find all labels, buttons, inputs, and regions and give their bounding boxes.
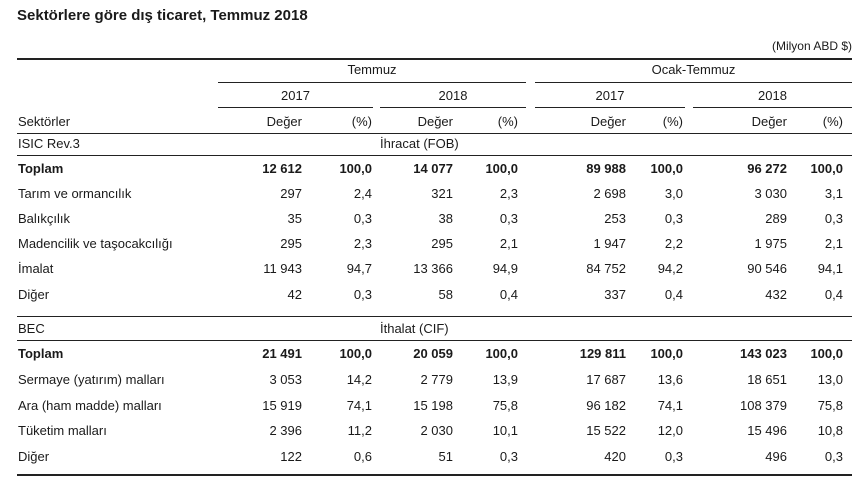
table-cell: 2 396 xyxy=(269,423,302,438)
table-cell: 12 612 xyxy=(262,161,302,176)
year-header: 2017 xyxy=(281,88,310,103)
group-header: Ocak-Temmuz xyxy=(651,62,736,77)
table-cell: 3,1 xyxy=(824,186,843,201)
table-cell: 122 xyxy=(280,449,302,464)
column-header: (%) xyxy=(662,114,683,129)
table-cell: 51 xyxy=(438,449,453,464)
table-cell: 129 811 xyxy=(579,346,626,361)
table-cell: 96 182 xyxy=(586,398,626,413)
table-cell: 0,3 xyxy=(824,211,843,226)
table-cell: 100,0 xyxy=(485,346,518,361)
table-cell: 11 943 xyxy=(263,261,302,276)
section1-rule xyxy=(17,155,852,156)
year-header: 2018 xyxy=(438,88,468,103)
table-cell: 0,4 xyxy=(824,287,843,302)
table-cell: 75,8 xyxy=(492,398,518,413)
table-cell: 3 030 xyxy=(754,186,787,201)
table-cell: 2,1 xyxy=(499,236,518,251)
top-rule xyxy=(17,58,852,60)
table-cell: 15 919 xyxy=(262,398,302,413)
table-cell: 2 030 xyxy=(420,423,453,438)
table-cell: 0,3 xyxy=(499,211,518,226)
table-cell: 321 xyxy=(431,186,453,201)
table-cell: 13,6 xyxy=(657,372,683,387)
row-label: Madencilik ve taşocakcılığı xyxy=(18,236,173,251)
table-cell: 100,0 xyxy=(339,161,372,176)
table-cell: 100,0 xyxy=(650,346,683,361)
bottom-rule xyxy=(17,474,852,476)
table-cell: 42 xyxy=(287,287,302,302)
table-cell: 11,2 xyxy=(347,423,372,438)
table-cell: 0,4 xyxy=(499,287,518,302)
table-cell: 2,1 xyxy=(824,236,843,251)
year-header: 2017 xyxy=(595,88,625,103)
table-cell: 253 xyxy=(604,211,626,226)
table-cell: 432 xyxy=(765,287,787,302)
table-cell: 3 053 xyxy=(269,372,302,387)
table-cell: 0,3 xyxy=(664,211,683,226)
column-header: Değer xyxy=(590,114,626,129)
column-header: Değer xyxy=(751,114,787,129)
table-cell: 94,7 xyxy=(346,261,372,276)
table-cell: 100,0 xyxy=(810,161,843,176)
row-label: İmalat xyxy=(18,261,54,276)
section-label: İhracat (FOB) xyxy=(380,136,459,151)
row-label: Balıkçılık xyxy=(18,211,71,226)
year-underline-4 xyxy=(693,107,852,108)
table-cell: 108 379 xyxy=(740,398,787,413)
table-cell: 74,1 xyxy=(346,398,372,413)
table-cell: 18 651 xyxy=(747,372,787,387)
table-cell: 100,0 xyxy=(339,346,372,361)
table-cell: 89 988 xyxy=(586,161,626,176)
row-label: Diğer xyxy=(18,287,50,302)
table-cell: 14 077 xyxy=(413,161,453,176)
table-cell: 21 491 xyxy=(262,346,302,361)
table-cell: 20 059 xyxy=(413,346,453,361)
table-cell: 420 xyxy=(604,449,626,464)
section2-rule xyxy=(17,340,852,341)
row-label: Toplam xyxy=(18,346,64,361)
table-cell: 295 xyxy=(280,236,302,251)
table-cell: 2,3 xyxy=(499,186,518,201)
table-cell: 94,1 xyxy=(817,261,843,276)
table-cell: 12,0 xyxy=(657,423,683,438)
row-label: Tüketim malları xyxy=(18,423,107,438)
table-cell: 13 366 xyxy=(413,261,453,276)
table-cell: 15 496 xyxy=(747,423,787,438)
row-label: Tarım ve ormancılık xyxy=(18,186,132,201)
table-cell: 35 xyxy=(287,211,302,226)
table-cell: 297 xyxy=(280,186,302,201)
table-cell: 3,0 xyxy=(664,186,683,201)
table-cell: 0,4 xyxy=(664,287,683,302)
group-underline-temmuz xyxy=(218,82,526,83)
table-cell: 58 xyxy=(438,287,453,302)
table-cell: 0,3 xyxy=(499,449,518,464)
table-cell: 289 xyxy=(765,211,787,226)
table-cell: 1 947 xyxy=(593,236,626,251)
year-underline-1 xyxy=(218,107,373,108)
table-cell: 0,3 xyxy=(824,449,843,464)
column-header: Değer xyxy=(266,114,302,129)
table-cell: 75,8 xyxy=(817,398,843,413)
column-header: Değer xyxy=(417,114,453,129)
table-cell: 2 698 xyxy=(593,186,626,201)
table-cell: 15 522 xyxy=(586,423,626,438)
table-cell: 94,9 xyxy=(492,261,518,276)
year-underline-2 xyxy=(380,107,526,108)
year-underline-3 xyxy=(535,107,685,108)
table-cell: 0,3 xyxy=(353,287,372,302)
table-cell: 2,3 xyxy=(353,236,372,251)
table-cell: 13,0 xyxy=(817,372,843,387)
table-cell: 84 752 xyxy=(586,261,626,276)
table-cell: 14,2 xyxy=(346,372,372,387)
section-label: İthalat (CIF) xyxy=(380,321,449,336)
table-cell: 337 xyxy=(604,287,626,302)
table-cell: 295 xyxy=(431,236,453,251)
section2-top-rule xyxy=(17,316,852,317)
header-rule xyxy=(17,133,852,134)
table-cell: 100,0 xyxy=(485,161,518,176)
table-cell: 0,3 xyxy=(353,211,372,226)
table-cell: 94,2 xyxy=(657,261,683,276)
table-cell: 15 198 xyxy=(413,398,453,413)
table-cell: 13,9 xyxy=(492,372,518,387)
group-header: Temmuz xyxy=(347,62,397,77)
section-classification: ISIC Rev.3 xyxy=(18,136,80,151)
table-cell: 10,8 xyxy=(817,423,843,438)
table-title: Sektörlere göre dış ticaret, Temmuz 2018 xyxy=(17,7,308,24)
table-cell: 0,3 xyxy=(664,449,683,464)
column-header: (%) xyxy=(497,114,518,129)
row-label: Toplam xyxy=(18,161,64,176)
group-underline-ocak-temmuz xyxy=(535,82,852,83)
table-cell: 143 023 xyxy=(740,346,787,361)
row-label: Ara (ham madde) malları xyxy=(18,398,162,413)
table-cell: 1 975 xyxy=(754,236,787,251)
table-cell: 100,0 xyxy=(650,161,683,176)
table-cell: 2 779 xyxy=(420,372,453,387)
row-label: Diğer xyxy=(18,449,50,464)
table-cell: 0,6 xyxy=(353,449,372,464)
column-header: (%) xyxy=(351,114,372,129)
table-cell: 74,1 xyxy=(657,398,683,413)
table-cell: 496 xyxy=(765,449,787,464)
table-cell: 2,4 xyxy=(353,186,372,201)
unit-label: (Milyon ABD $) xyxy=(771,39,852,53)
column-header-sektorler: Sektörler xyxy=(18,114,71,129)
column-header: (%) xyxy=(822,114,843,129)
table-cell: 10,1 xyxy=(492,423,518,438)
section-classification: BEC xyxy=(18,321,45,336)
table-cell: 38 xyxy=(438,211,453,226)
year-header: 2018 xyxy=(758,88,787,103)
table-cell: 17 687 xyxy=(586,372,626,387)
table-cell: 96 272 xyxy=(747,161,787,176)
table-cell: 100,0 xyxy=(810,346,843,361)
row-label: Sermaye (yatırım) malları xyxy=(18,372,165,387)
table-cell: 2,2 xyxy=(664,236,683,251)
table-cell: 90 546 xyxy=(747,261,787,276)
